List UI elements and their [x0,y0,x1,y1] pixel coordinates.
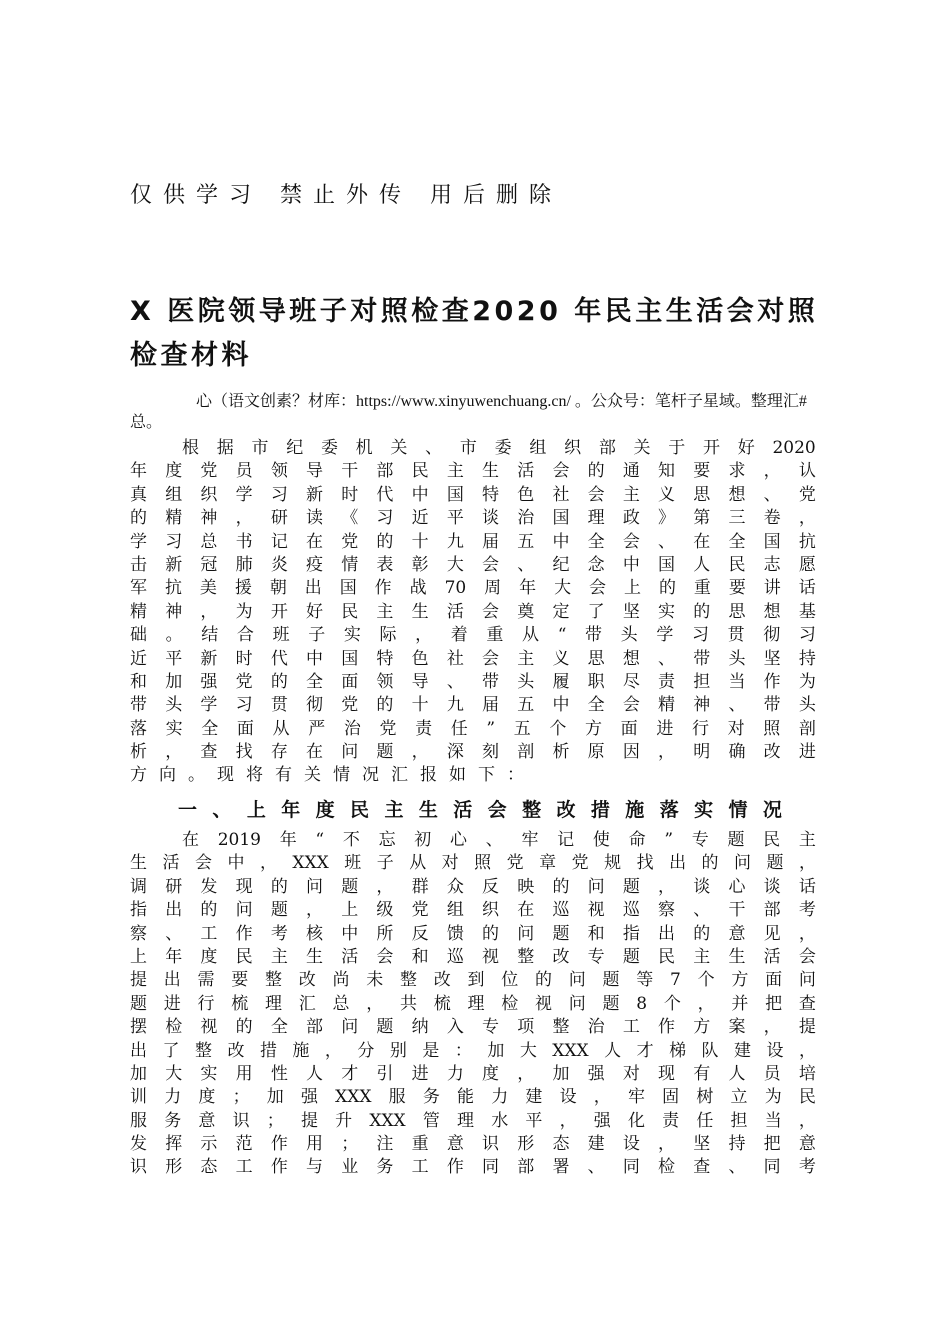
paragraph-line: 方 向 。 现 将 有 关 情 况 汇 报 如 下 ： [130,765,524,786]
paragraph-line: 精 神 ， 为 开 好 民 主 生 活 会 奠 定 了 坚 实 的 思 想 基 [130,601,816,622]
paragraph-line: 近 平 新 时 代 中 国 特 色 社 会 主 义 思 想 、 带 头 坚 持 [130,648,816,669]
intro-paragraph [130,437,816,788]
section-one-paragraph [130,829,816,1180]
section-heading: 一 、 上 年 度 民 主 生 活 会 整 改 措 施 落 实 情 况 [178,799,782,821]
paragraph-line: 击 新 冠 肺 炎 疫 情 表 彰 大 会 、 纪 念 中 国 人 民 志 愿 [130,554,816,575]
source-note [130,391,830,433]
paragraph-line: 和 加 强 党 的 全 面 领 导 、 带 头 履 职 尽 责 担 当 作 为 [130,671,816,692]
source-text: 心（语文创素？材库：https://www.xinyuwenchuang.cn/ 。公众号：笔杆子星域。整理汇# 总。 [130,393,807,431]
paragraph-line: 在 2019 年 “ 不 忘 初 心 、 牢 记 使 命 ” 专 题 民 主 [182,830,816,850]
paragraph-line: 上 年 度 民 主 生 活 会 和 巡 视 整 改 专 题 民 主 生 活 会 [130,946,816,967]
paragraph-line: 调 研 发 现 的 问 题 ， 群 众 反 映 的 问 题 ， 谈 心 谈 话 [130,876,816,897]
usage-notice: 仅供学习 禁止外传 用后删除 [130,183,562,208]
paragraph-line: 年 度 党 员 领 导 干 部 民 主 生 活 会 的 通 知 要 求 ， 认 [130,461,816,482]
paragraph-line: 训 力 度 ； 加 强 XXX 服 务 能 力 建 设 ， 牢 固 树 立 为 民 [130,1087,816,1108]
paragraph-line: 学 习 总 书 记 在 党 的 十 九 届 五 中 全 会 、 在 全 国 抗 [130,531,816,552]
paragraph-line: 的 精 神 ， 研 读 《 习 近 平 谈 治 国 理 政 》 第 三 卷 ， [130,508,816,529]
paragraph-line: 真 组 织 学 习 新 时 代 中 国 特 色 社 会 主 义 思 想 、 党 [130,484,816,505]
paragraph-line: 根 据 市 纪 委 机 关 、 市 委 组 织 部 关 于 开 好 2020 [182,438,816,458]
paragraph-line: 础 。 结 合 班 子 实 际 ， 着 重 从 “ 带 头 学 习 贯 彻 习 [130,625,816,646]
paragraph-line: 生 活 会 中 ， XXX 班 子 从 对 照 党 章 党 规 找 出 的 问 题 ， [130,853,816,874]
paragraph-line: 服 务 意 识 ； 提 升 XXX 管 理 水 平 ， 强 化 责 任 担 当 ， [130,1110,816,1131]
paragraph-line: 摆 检 视 的 全 部 问 题 纳 入 专 项 整 治 工 作 方 案 ， 提 [130,1017,816,1038]
paragraph-line: 析 ， 查 找 存 在 问 题 ， 深 刻 剖 析 原 因 ， 明 确 改 进 [130,742,816,763]
paragraph-line: 识 形 态 工 作 与 业 务 工 作 同 部 署 、 同 检 查 、 同 考 [130,1157,816,1178]
paragraph-line: 出 了 整 改 措 施 ， 分 别 是 ： 加 大 XXX 人 才 梯 队 建 设 ， [130,1040,816,1061]
paragraph-line: 军 抗 美 援 朝 出 国 作 战 70 周 年 大 会 上 的 重 要 讲 话 [130,578,816,599]
paragraph-line: 发 挥 示 范 作 用 ； 注 重 意 识 形 态 建 设 ， 坚 持 把 意 [130,1134,816,1155]
paragraph-line: 加 大 实 用 性 人 才 引 进 力 度 ， 加 强 对 现 有 人 员 培 [130,1063,816,1084]
paragraph-line: 指 出 的 问 题 ， 上 级 党 组 织 在 巡 视 巡 察 、 干 部 考 [130,900,816,921]
paragraph-line: 落 实 全 面 从 严 治 党 责 任 ” 五 个 方 面 进 行 对 照 剖 [130,718,816,739]
paragraph-line: 带 头 学 习 贯 彻 党 的 十 九 届 五 中 全 会 精 神 、 带 头 [130,695,816,716]
document-title: X 医院领导班子对照检查2020 年民主生活会对照检查材料 [130,296,819,371]
paragraph-line: 察 、 工 作 考 核 中 所 反 馈 的 问 题 和 指 出 的 意 见 ， [130,923,816,944]
paragraph-line: 提 出 需 要 整 改 尚 未 整 改 到 位 的 问 题 等 7 个 方 面 问 [130,970,816,991]
paragraph-line: 题 进 行 梳 理 汇 总 ， 共 梳 理 检 视 问 题 8 个 ， 并 把 查 [130,993,816,1014]
